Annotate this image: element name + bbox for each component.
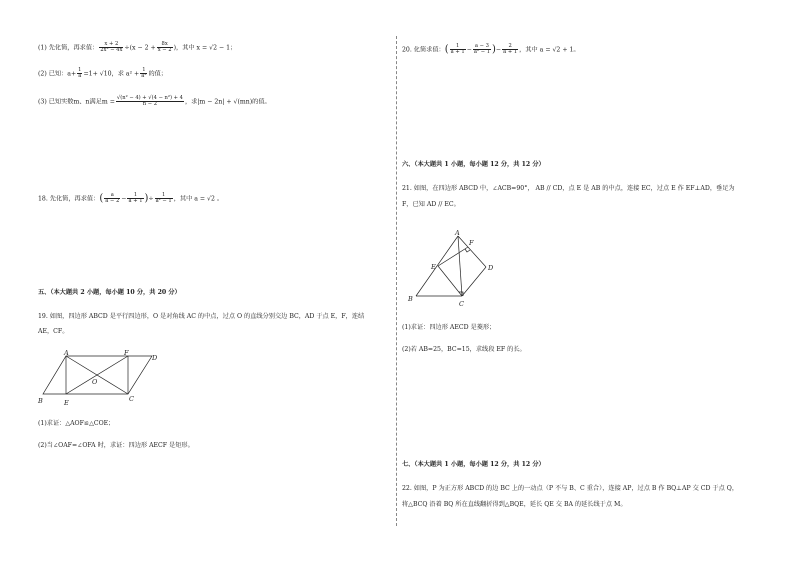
q17-part3: (3) 已知实数m、n满足m = $\frac{\text{√(n² − 4) + √(4 − n²) + 4}}{n - 2}$ ，求|m − 2n| + √(mn)的值。 bbox=[38, 95, 271, 108]
q21-part1: (1)求证：四边形 AECD 是菱形； bbox=[402, 324, 496, 331]
label-c: C bbox=[129, 395, 134, 403]
label-c: C bbox=[459, 300, 464, 308]
q19-part1: (1)求证：△AOF≌△COE； bbox=[38, 420, 115, 427]
label-b: B bbox=[38, 397, 43, 405]
label-f: F bbox=[469, 239, 474, 247]
q17-part1-fraction1: $\frac{x + 2}{\text{2x² − 4x}}$ bbox=[100, 41, 123, 54]
segment-ec bbox=[438, 266, 462, 296]
q20: 20. 化简求值：( $\frac{1}{a + 1}$ − $\frac{a - 3}{\text{a² − 1}}$ )− $\frac{2}{a + 1}$ ，其中 a = √2 + 1。 bbox=[402, 43, 580, 56]
label-a: A bbox=[455, 229, 460, 237]
right-angle-mark-f bbox=[465, 249, 470, 252]
q21-line2: F，已知 AD // EC。 bbox=[402, 201, 460, 208]
section-7-heading: 七、（本大题共 1 小题，每小题 12 分，共 12 分） bbox=[402, 461, 545, 468]
segment-ab bbox=[416, 236, 458, 296]
q17-part2: (2) 已知：a+ $\frac{1}{a}$ =1+ √10，求 a² + $\frac{1}{\text{a²}}$ 的值； bbox=[38, 67, 167, 80]
label-f: F bbox=[124, 349, 129, 357]
label-o: O bbox=[92, 378, 98, 386]
label-d: D bbox=[152, 354, 158, 362]
q19-line1: 19. 如图，四边形 ABCD 是平行四边形，O 是对角线 AC 的中点，过点 O 的直线分别交边 BC，AD 于点 E，F，连结 bbox=[38, 313, 365, 320]
q22-line2: 将△BCQ 沿着 BQ 所在直线翻折得到△BQE，延长 QE 交 BA 的延长线于点 M。 bbox=[402, 501, 627, 508]
q22-line1: 22. 如图，P 为正方形 ABCD 的边 BC 上的一动点（P 不与 B、C 重合），连接 AP，过点 B 作 BQ⊥AP 交 CD 于点 Q， bbox=[402, 485, 739, 492]
q17-part1-prefix: (1) 先化简，再求值： bbox=[38, 44, 99, 52]
q17-part1-fraction2: $\frac{8x}{x - 2}$ bbox=[157, 41, 172, 54]
section-5-heading: 五、（本大题共 2 小题，每小题 10 分，共 20 分） bbox=[38, 289, 181, 296]
segment-dc bbox=[462, 267, 486, 296]
figure-19-parallelogram bbox=[36, 348, 166, 408]
segment-ac bbox=[458, 236, 462, 296]
q21-part2: (2)若 AB=25，BC=15，求线段 EF 的长。 bbox=[402, 346, 526, 353]
q19-line2: AE，CF。 bbox=[38, 328, 69, 335]
q18: 18. 先化简，再求值：( $\frac{a}{a - 2}$ − $\frac{1}{a + 1}$ )÷ $\frac{1}{\text{a² − 1}}$ ，其中 a = √2 。 bbox=[38, 192, 224, 205]
figure-21-quadrilateral bbox=[402, 226, 512, 311]
segment-ef bbox=[438, 247, 468, 266]
label-a: A bbox=[64, 349, 69, 357]
q17-part1: (1) 先化简，再求值： $\frac{x + 2}{\text{2x² − 4x}}$ ÷(x − 2 + $\frac{8x}{x - 2}$ )，其中 x = √2 − 1； bbox=[38, 41, 237, 54]
q21-line1: 21. 如图，在四边形 ABCD 中，∠ACB=90°， AB // CD，点 E 是 AB 的中点，连接 EC，过点 E 作 EF⊥AD，垂足为 bbox=[402, 185, 735, 192]
section-6-heading: 六、（本大题共 1 小题，每小题 12 分，共 12 分） bbox=[402, 161, 545, 168]
column-divider bbox=[396, 36, 397, 526]
label-e: E bbox=[64, 399, 69, 407]
label-d: D bbox=[488, 264, 494, 272]
label-b: B bbox=[408, 295, 413, 303]
label-e: E bbox=[431, 263, 436, 271]
q19-part2: (2)当∠OAF=∠OFA 时，求证：四边形 AECF 是矩形。 bbox=[38, 442, 194, 449]
